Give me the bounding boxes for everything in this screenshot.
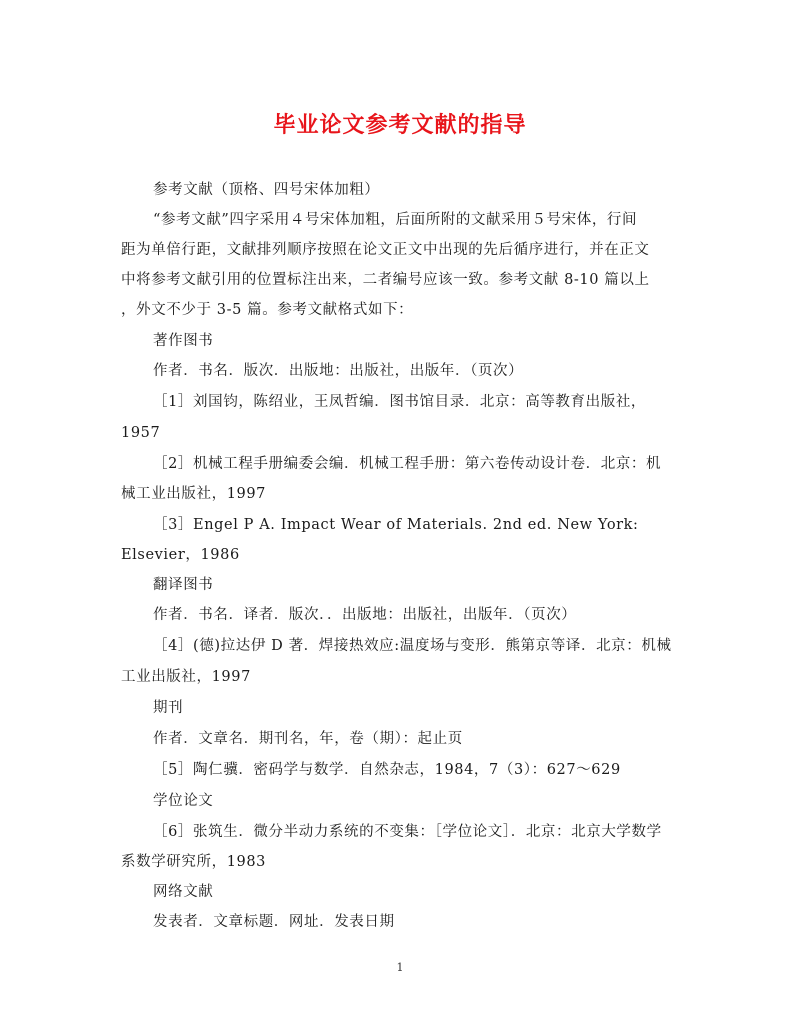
category-heading-theses: 学位论文	[153, 793, 214, 809]
category-heading-web: 网络文献	[153, 884, 214, 900]
format-line-translated-books: 作者．书名．译者．版次．．出版地：出版社，出版年．（页次）	[153, 607, 577, 623]
reference-entry-continuation: 工业出版社，1997	[121, 669, 251, 685]
document-title: 毕业论文参考文献的指导	[273, 112, 527, 138]
category-heading-translated-books: 翻译图书	[153, 577, 214, 593]
reference-entry: ［3］Engel P A. Impact Wear of Materials. 2nd ed. New York:	[153, 517, 639, 533]
format-line-journals: 作者．文章名．期刊名，年，卷（期）：起止页	[153, 731, 463, 747]
category-heading-books: 著作图书	[153, 333, 214, 349]
reference-entry: ［1］刘国钧，陈绍业，王凤哲编．图书馆目录．北京：高等教育出版社，	[153, 394, 647, 410]
format-line-books: 作者．书名．版次．出版地：出版社，出版年．（页次）	[153, 363, 524, 379]
paragraph-line: “参考文献”四字采用４号宋体加粗，后面所附的文献采用５号宋体，行间	[153, 212, 638, 228]
paragraph-line: 距为单倍行距，文献排列顺序按照在论文正文中出现的先后循序进行，并在正文	[121, 242, 650, 258]
paragraph-line: 中将参考文献引用的位置标注出来，二者编号应该一致。参考文献 8-10 篇以上	[121, 272, 650, 288]
paragraph-line: ，外文不少于 3-5 篇。参考文献格式如下：	[121, 302, 414, 318]
format-line-web: 发表者．文章标题．网址．发表日期	[153, 914, 395, 930]
category-heading-journals: 期刊	[153, 700, 184, 716]
reference-entry: ［4］(德)拉达伊 D 著．焊接热效应:温度场与变形．熊第京等译．北京：机械	[153, 638, 672, 654]
reference-entry-continuation: 1957	[121, 425, 161, 441]
reference-entry: ［6］张筑生．微分半动力系统的不变集：［学位论文］．北京：北京大学数学	[153, 824, 662, 840]
reference-entry-continuation: 械工业出版社，1997	[121, 486, 267, 502]
page-number: 1	[396, 961, 404, 974]
reference-entry-continuation: Elsevier，1986	[121, 547, 240, 563]
section-heading-references: 参考文献（顶格、四号宋体加粗）	[153, 182, 380, 198]
reference-entry-continuation: 系数学研究所，1983	[121, 854, 267, 870]
reference-entry: ［2］机械工程手册编委会编．机械工程手册：第六卷传动设计卷．北京：机	[153, 456, 662, 472]
reference-entry: ［5］陶仁骥．密码学与数学．自然杂志，1984，7（3）：627～629	[153, 762, 621, 778]
